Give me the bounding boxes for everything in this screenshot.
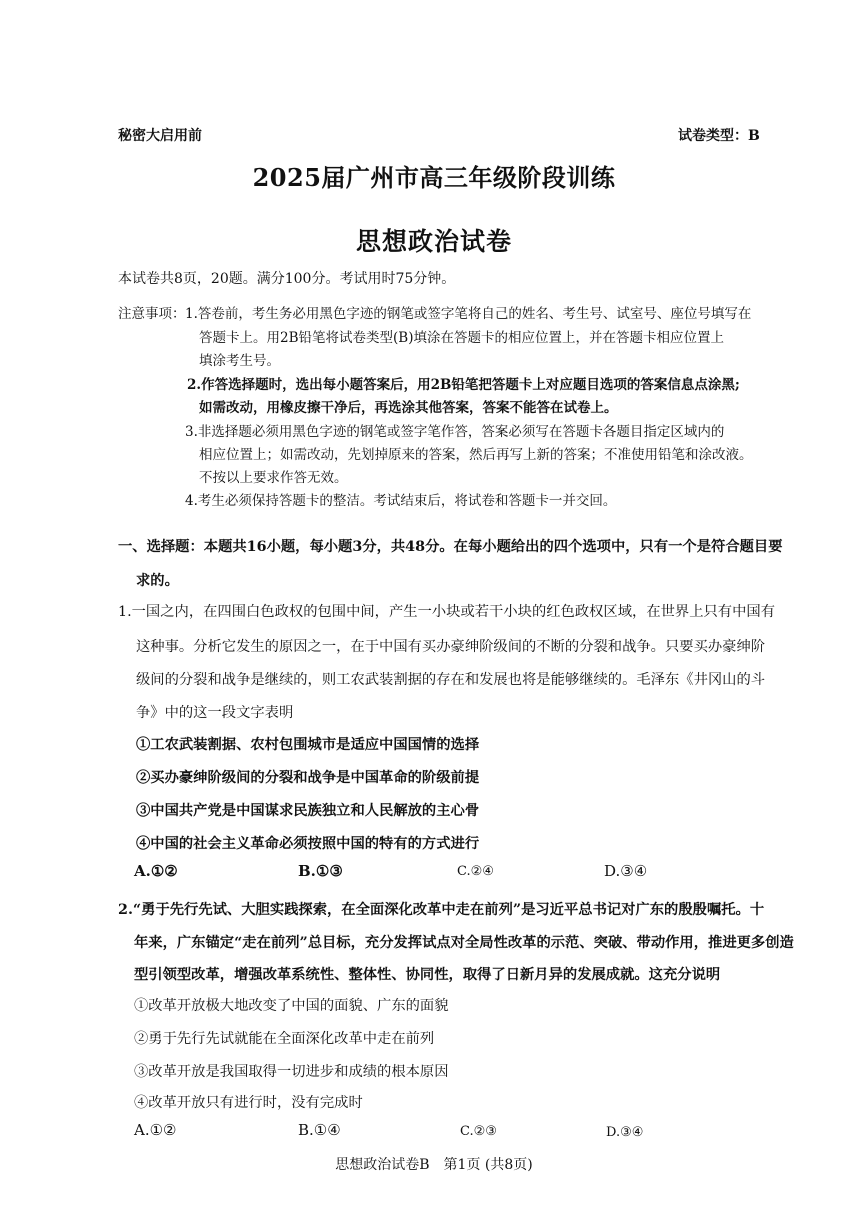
- page-footer: 思想政治试卷B 第1页 (共8页): [335, 1157, 533, 1173]
- question-item: ①工农武装割据、农村包围城市是适应中国国情的选择: [136, 737, 480, 753]
- notice-line: 不按以上要求作答无效。: [199, 470, 348, 486]
- confidential-label: 秘密大启用前: [118, 128, 202, 144]
- question-item: ②买办豪绅阶级间的分裂和战争是中国革命的阶级前提: [136, 770, 480, 786]
- exam-title: 2025届广州市高三年级阶段训练: [252, 163, 616, 192]
- question-stem-line: 2.“勇于先行先试、大胆实践探索，在全面深化改革中走在前列”是习近平总书记对广东的殷殷嘱托。十: [118, 902, 765, 918]
- question-stem-line: 年来，广东锚定“走在前列”总目标，充分发挥试点对全局性改革的示范、突破、带动作用，推进更多创造: [134, 935, 794, 951]
- answer-option-c: C.②③: [460, 1124, 497, 1139]
- question-item: ④中国的社会主义革命必须按照中国的特有的方式进行: [136, 836, 480, 852]
- question-stem-line: 争》中的这一段文字表明: [136, 705, 294, 721]
- answer-option-a: A.①②: [134, 862, 178, 880]
- section-heading: 一、选择题：本题共16小题，每小题3分，共48分。在每小题给出的四个选项中，只有一个是符合题目要: [118, 539, 783, 555]
- answer-option-d: D.③④: [606, 1125, 644, 1140]
- answer-option-a: A.①②: [134, 1121, 177, 1139]
- notice-line: 2.作答选择题时，选出每小题答案后，用2B铅笔把答题卡上对应题目选项的答案信息点涂黑;: [187, 377, 740, 393]
- notice-line: 如需改动，用橡皮擦干净后，再选涂其他答案，答案不能答在试卷上。: [199, 400, 618, 416]
- section-heading-cont: 求的。: [136, 573, 179, 589]
- question-item: ②勇于先行先试就能在全面深化改革中走在前列: [134, 1031, 435, 1047]
- answer-option-b: B.①④: [298, 1121, 341, 1139]
- notice-line: 相应位置上；如需改动，先划掉原来的答案，然后再写上新的答案；不准使用铅笔和涂改液。: [199, 447, 753, 463]
- notice-line: 3.非选择题必须用黑色字迹的钢笔或签字笔作答，答案必须写在答题卡各题目指定区域内的: [185, 424, 725, 440]
- question-item: ④改革开放只有进行时，没有完成时: [134, 1095, 363, 1111]
- notice-line: 4.考生必须保持答题卡的整洁。考试结束后，将试卷和答题卡一并交回。: [185, 493, 617, 509]
- answer-option-d: D.③④: [604, 862, 648, 880]
- question-stem-line: 1.一国之内，在四围白色政权的包围中间，产生一小块或若干小块的红色政权区域，在世界上只有中国有: [118, 604, 775, 620]
- answer-option-c: C.②④: [457, 864, 494, 879]
- subject-title: 思想政治试卷: [355, 227, 512, 256]
- question-item: ③改革开放是我国取得一切进步和成绩的根本原因: [134, 1064, 449, 1080]
- notice-line: 填涂考生号。: [199, 353, 280, 369]
- question-stem-line: 型引领型改革，增强改革系统性、整体性、协同性，取得了日新月异的发展成就。这充分说明: [134, 967, 721, 983]
- exam-intro: 本试卷共8页，20题。满分100分。考试用时75分钟。: [118, 271, 456, 287]
- notice-line: 1.答卷前，考生务必用黑色字迹的钢笔或签字笔将自己的姓名、考生号、试室号、座位号填写在: [185, 306, 752, 322]
- paper-type-label: 试卷类型：B: [678, 128, 760, 144]
- question-stem-line: 这种事。分析它发生的原因之一，在于中国有买办豪绅阶级间的不断的分裂和战争。只要买办豪绅阶: [136, 639, 766, 655]
- question-stem-line: 级间的分裂和战争是继续的，则工农武装割据的存在和发展也将是能够继续的。毛泽东《井冈山的斗: [136, 672, 766, 688]
- notice-label: 注意事项：: [118, 306, 186, 322]
- notice-line: 答题卡上。用2B铅笔将试卷类型(B)填涂在答题卡的相应位置上，并在答题卡相应位置上: [199, 330, 724, 346]
- question-item: ①改革开放极大地改变了中国的面貌、广东的面貌: [134, 998, 449, 1014]
- question-item: ③中国共产党是中国谋求民族独立和人民解放的主心骨: [136, 803, 480, 819]
- answer-option-b: B.①③: [298, 862, 343, 880]
